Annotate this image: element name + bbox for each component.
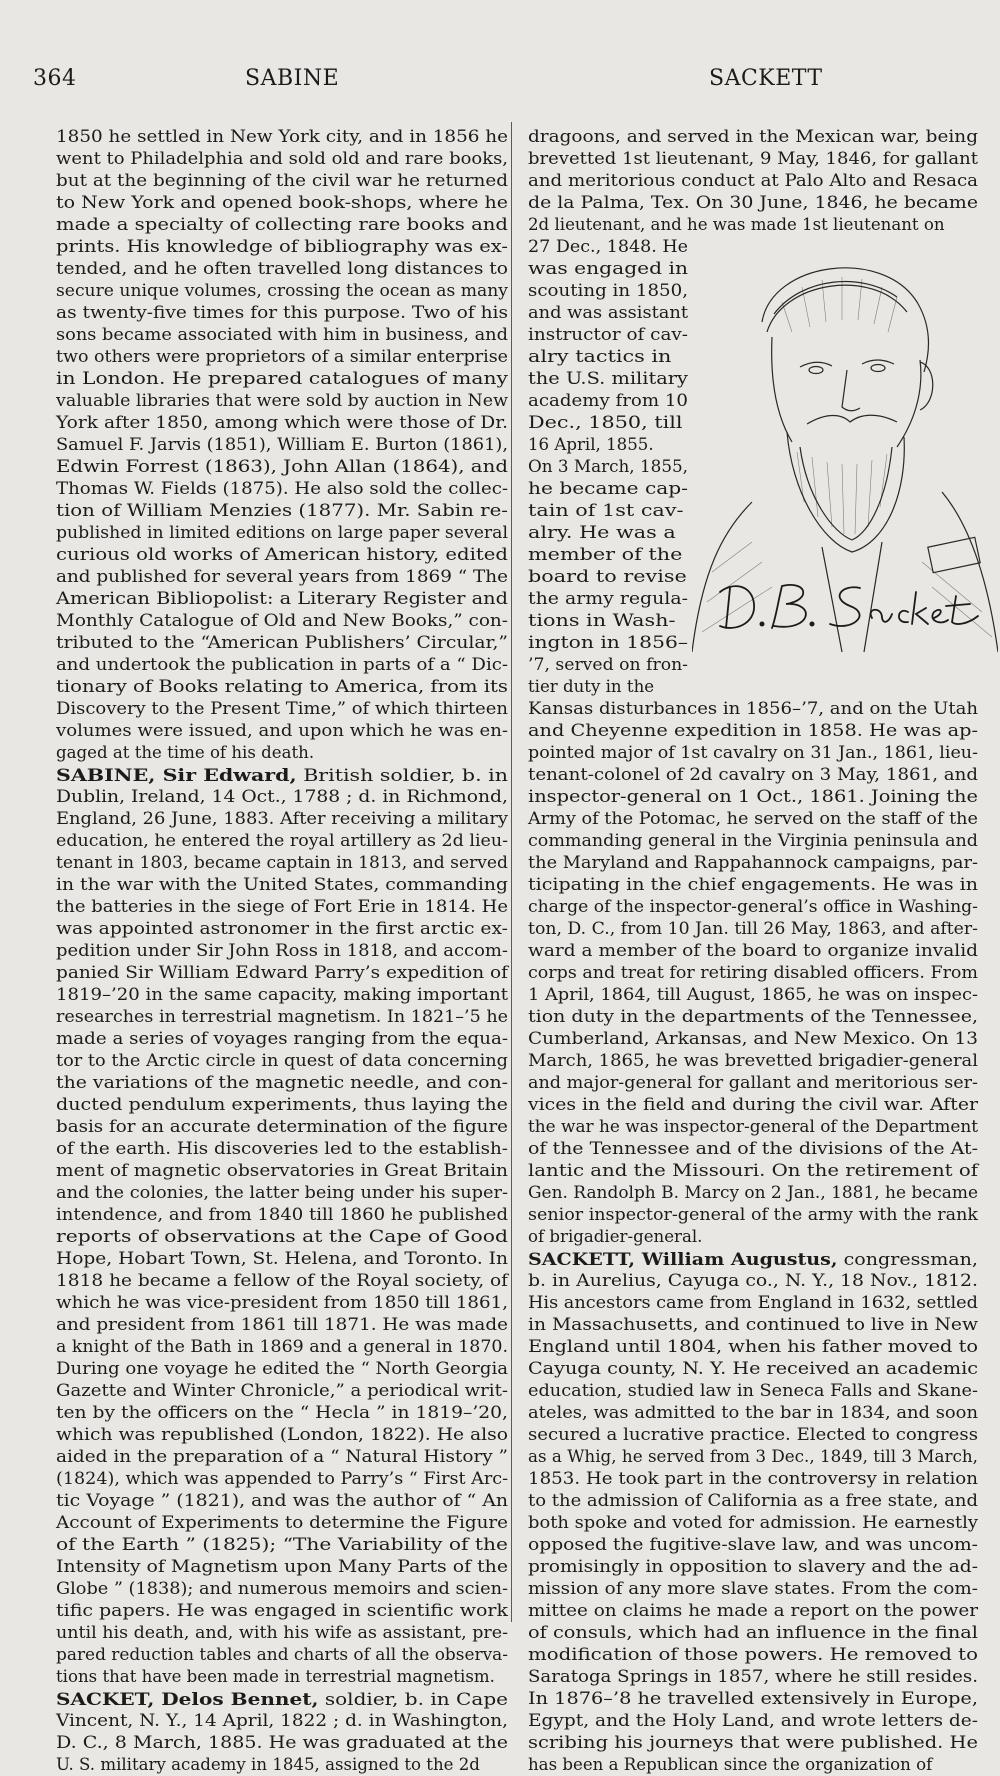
text-line: SABINE, Sir Edward, British soldier, b. in <box>56 765 508 785</box>
text-line: senior inspector-general of the army with the rank <box>528 1205 978 1224</box>
text-line: curious old works of American history, edited <box>56 545 509 564</box>
text-line: to New York and opened book-shops, where he <box>56 193 508 212</box>
text-line: tributed to the “American Publishers’ Circular,” <box>56 633 508 652</box>
text-line: England, 26 June, 1883. After receiving a military <box>56 809 508 828</box>
text-line: and Cheyenne expedition in 1858. He was ap- <box>528 721 978 740</box>
page-number: 364 <box>33 66 77 91</box>
text-line: instructor of cav- <box>528 325 688 344</box>
right-running-head: SACKETT <box>709 66 823 91</box>
text-line: scribing his journeys that were published. He <box>528 1733 978 1752</box>
text-line: Monthly Catalogue of Old and New Books,” con- <box>56 611 508 630</box>
text-line: the Maryland and Rappahannock campaigns, par- <box>528 853 978 872</box>
text-line: modification of those powers. He removed to <box>528 1645 978 1664</box>
text-line: Account of Experiments to determine the Figure <box>56 1513 508 1532</box>
text-line: Egypt, and the Holy Land, and wrote letters de- <box>528 1711 978 1730</box>
text-line: Thomas W. Fields (1875). He also sold the collec- <box>56 479 508 498</box>
text-line: and meritorious conduct at Palo Alto and Resaca <box>528 171 978 190</box>
text-line: brevetted 1st lieutenant, 9 May, 1846, for gallant <box>528 149 978 168</box>
text-line: tions that have been made in terrestrial magnetism. <box>56 1667 495 1686</box>
text-line: of consuls, which had an influence in the final <box>528 1623 978 1642</box>
text-line: Dublin, Ireland, 14 Oct., 1788 ; d. in Richmond, <box>56 787 509 806</box>
text-line: inspector-general on 1 Oct., 1861. Joining the <box>528 787 978 806</box>
text-line: which he was vice-president from 1850 till 1861, <box>56 1293 508 1312</box>
text-line: 27 Dec., 1848. He <box>528 237 688 256</box>
text-line: corps and treat for retiring disabled officers. From <box>528 963 978 982</box>
text-line: pointed major of 1st cavalry on 31 Jan., 1861, lieu- <box>528 743 978 762</box>
text-line: of brigadier-general. <box>528 1227 703 1246</box>
text-line: 1818 he became a fellow of the Royal society, of <box>56 1271 508 1290</box>
text-line: tionary of Books relating to America, from its <box>56 677 508 696</box>
text-line: Vincent, N. Y., 14 April, 1822 ; d. in Washington, <box>56 1711 508 1730</box>
text-line: Dec., 1850, till <box>528 413 683 432</box>
text-line: as a Whig, he served from 3 Dec., 1849, till 3 March, <box>528 1447 978 1466</box>
text-line: made a series of voyages ranging from the equa- <box>56 1029 508 1048</box>
text-line: the army regula- <box>528 589 688 608</box>
text-line: tor to the Arctic circle in quest of data concerning <box>56 1051 508 1070</box>
text-line: 1819–’20 in the same capacity, making important <box>56 985 508 1004</box>
text-line: went to Philadelphia and sold old and rare books, <box>56 149 508 168</box>
text-line: prints. His knowledge of bibliography was ex- <box>56 237 508 256</box>
text-line: the variations of the magnetic needle, and con- <box>56 1073 508 1092</box>
text-line: ’7, served on fron- <box>528 655 688 674</box>
text-line: Edwin Forrest (1863), John Allan (1864), and <box>56 457 508 476</box>
text-line: sons became associated with him in business, and <box>56 325 508 344</box>
text-line: Kansas disturbances in 1856–’7, and on the Utah <box>528 699 978 718</box>
text-line: pared reduction tables and charts of all the observa- <box>56 1645 508 1664</box>
text-line: tenant-colonel of 2d cavalry on 3 May, 1861, and <box>528 765 978 784</box>
text-line: made a specialty of collecting rare books and <box>56 215 508 234</box>
text-line: commanding general in the Virginia peninsula and <box>528 831 978 850</box>
text-line: researches in terrestrial magnetism. In 1821–’5 he <box>56 1007 508 1026</box>
text-line: secured a lucrative practice. Elected to congress <box>528 1425 978 1444</box>
text-line: promisingly in opposition to slavery and the ad- <box>528 1557 978 1576</box>
text-line: of the earth. His discoveries led to the establish- <box>56 1139 508 1158</box>
text-line: and undertook the publication in parts of a “ Dic- <box>56 655 509 674</box>
text-line: pedition under Sir John Ross in 1818, and accom- <box>56 941 508 960</box>
text-line: alry tactics in <box>528 347 672 366</box>
text-line: opposed the fugitive-slave law, and was uncom- <box>528 1535 978 1554</box>
text-line: and published for several years from 1869 “ The <box>56 567 509 586</box>
text-line: volumes were issued, and upon which he was en- <box>56 721 508 740</box>
text-line: ton, D. C., from 10 Jan. till 26 May, 1863, and after- <box>528 919 978 938</box>
left-running-head: SABINE <box>245 66 340 91</box>
text-line: reports of observations at the Cape of Good <box>56 1227 509 1246</box>
text-line: academy from 10 <box>528 391 688 410</box>
text-line: lantic and the Missouri. On the retirement of <box>528 1161 978 1180</box>
text-line: ducted pendulum experiments, thus laying the <box>56 1095 508 1114</box>
text-line: Hope, Hobart Town, St. Helena, and Toronto. In <box>56 1249 508 1268</box>
text-line: 1850 he settled in New York city, and in 1856 he <box>56 127 508 146</box>
text-line: member of the <box>528 545 683 564</box>
text-line: was appointed astronomer in the first arctic ex- <box>56 919 508 938</box>
text-line: in the war with the United States, commanding <box>56 875 508 894</box>
text-line: alry. He was a <box>528 523 676 542</box>
text-line: which was republished (London, 1822). He also <box>56 1425 508 1444</box>
text-line: a knight of the Bath in 1869 and a general in 1870. <box>56 1337 508 1356</box>
text-line: Cayuga county, N. Y. He received an academic <box>528 1359 978 1378</box>
text-line: education, he entered the royal artillery as 2d lieu- <box>56 831 508 850</box>
text-line: Gazette and Winter Chronicle,” a periodical writ- <box>56 1381 508 1400</box>
text-line: both spoke and voted for admission. He earnestly <box>528 1513 978 1532</box>
text-line: Cumberland, Arkansas, and New Mexico. On 13 <box>528 1029 978 1048</box>
text-line: in Massachusetts, and continued to live in New <box>528 1315 978 1334</box>
text-line: and president from 1861 till 1871. He was made <box>56 1315 508 1334</box>
text-line: to the admission of California as a free state, and <box>528 1491 978 1510</box>
text-line: ateles, was admitted to the bar in 1834, and soon <box>528 1403 978 1422</box>
text-line: tion duty in the departments of the Tennessee, <box>528 1007 978 1026</box>
text-line: Discovery to the Present Time,” of which thirteen <box>56 699 508 718</box>
text-line: 1853. He took part in the controversy in relation <box>528 1469 978 1488</box>
text-line: D. C., 8 March, 1885. He was graduated at the <box>56 1733 508 1752</box>
text-line: but at the beginning of the civil war he returned <box>56 171 508 190</box>
text-line: in London. He prepared catalogues of many <box>56 369 508 388</box>
text-line: tenant in 1803, became captain in 1813, and served <box>56 853 508 872</box>
text-line: dragoons, and served in the Mexican war, being <box>528 127 978 146</box>
text-line: ticipating in the chief engagements. He was in <box>528 875 978 894</box>
text-line: York after 1850, among which were those of Dr. <box>56 413 508 432</box>
text-line: tific papers. He was engaged in scientific work <box>56 1601 508 1620</box>
text-line: SACKET, Delos Bennet, soldier, b. in Cape <box>56 1689 508 1709</box>
text-line: valuable libraries that were sold by auction in New <box>56 391 509 410</box>
text-line: de la Palma, Tex. On 30 June, 1846, he became <box>528 193 978 212</box>
text-line: England until 1804, when his father moved to <box>528 1337 978 1356</box>
text-line: the batteries in the siege of Fort Erie in 1814. He <box>56 897 509 916</box>
text-line: In 1876–’8 he travelled extensively in Europe, <box>528 1689 978 1708</box>
text-line: he became cap- <box>528 479 688 498</box>
text-line: published in limited editions on large paper several <box>56 523 508 542</box>
column-rule <box>511 122 512 1622</box>
text-line: of the Earth ” (1825); “The Variability of the <box>56 1535 508 1554</box>
text-line: (1824), which was appended to Parry’s “ First Arc- <box>56 1469 508 1488</box>
text-line: mittee on claims he made a report on the power <box>528 1601 978 1620</box>
text-line: secure unique volumes, crossing the ocean as many <box>56 281 509 300</box>
text-line: 2d lieutenant, and he was made 1st lieutenant on <box>528 215 945 234</box>
text-line: Samuel F. Jarvis (1851), William E. Burton (1861), <box>56 435 508 454</box>
text-line: Intensity of Magnetism upon Many Parts of the <box>56 1557 508 1576</box>
text-line: 16 April, 1855. <box>528 435 654 454</box>
text-line: 1 April, 1864, till August, 1865, he was on inspec- <box>528 985 978 1004</box>
text-line: tic Voyage ” (1821), and was the author of “ An <box>56 1491 508 1510</box>
text-line: tain of 1st cav- <box>528 501 684 520</box>
text-line: Saratoga Springs in 1857, where he still resides. <box>528 1667 978 1686</box>
text-line: education, studied law in Seneca Falls and Skane- <box>528 1381 978 1400</box>
text-line: charge of the inspector-general’s office in Washing- <box>528 897 978 916</box>
text-line: ward a member of the board to organize invalid <box>528 941 978 960</box>
text-line: gaged at the time of his death. <box>56 743 315 762</box>
text-line: scouting in 1850, <box>528 281 688 300</box>
text-line: His ancestors came from England in 1632, settled <box>528 1293 978 1312</box>
text-line: as twenty-five times for this purpose. Two of his <box>56 303 508 322</box>
text-line: tion of William Menzies (1877). Mr. Sabin re- <box>56 501 508 520</box>
text-line: intendence, and from 1840 till 1860 he published <box>56 1205 508 1224</box>
text-line: tions in Wash- <box>528 611 676 630</box>
text-line: and major-general for gallant and meritorious ser- <box>528 1073 978 1092</box>
text-line: and the colonies, the latter being under his super- <box>56 1183 508 1202</box>
text-line: of the Tennessee and of the divisions of the At- <box>528 1139 978 1158</box>
text-line: mission of any more slave states. From the com- <box>528 1579 978 1598</box>
text-line: the U.S. military <box>528 369 688 388</box>
text-line: During one voyage he edited the “ North Georgia <box>56 1359 508 1378</box>
text-line: ington in 1856– <box>528 633 688 652</box>
text-line: the war he was inspector-general of the Department <box>528 1117 978 1136</box>
text-line: vices in the field and during the civil war. After <box>528 1095 978 1114</box>
text-line: and was assistant <box>528 303 688 322</box>
text-line: board to revise <box>528 567 687 586</box>
text-line: panied Sir William Edward Parry’s expedition of <box>56 963 508 982</box>
text-line: Globe ” (1838); and numerous memoirs and scien- <box>56 1579 508 1598</box>
text-line: U. S. military academy in 1845, assigned to the 2d <box>56 1755 480 1774</box>
text-line: was engaged in <box>528 259 688 278</box>
text-line: two others were proprietors of a similar enterprise <box>56 347 508 366</box>
text-line: tier duty in the <box>528 677 655 696</box>
text-line: basis for an accurate determination of the figure <box>56 1117 508 1136</box>
text-line: tended, and he often travelled long distances to <box>56 259 508 278</box>
text-line: On 3 March, 1855, <box>528 457 688 476</box>
text-line: aided in the preparation of a “ Natural History ” <box>56 1447 509 1466</box>
text-line: has been a Republican since the organization of <box>528 1755 933 1774</box>
text-line: ment of magnetic observatories in Great Britain <box>56 1161 508 1180</box>
text-line: Army of the Potomac, he served on the staff of the <box>528 809 978 828</box>
text-line: March, 1865, he was brevetted brigadier-general <box>528 1051 978 1070</box>
text-line: until his death, and, with his wife as assistant, pre- <box>56 1623 508 1642</box>
text-line: ten by the officers on the “ Hecla ” in 1819–’20, <box>56 1403 508 1422</box>
text-line: b. in Aurelius, Cayuga co., N. Y., 18 Nov., 1812. <box>528 1271 978 1290</box>
text-line: SACKETT, William Augustus, congressman, <box>528 1249 978 1269</box>
text-line: American Bibliopolist: a Literary Register and <box>56 589 508 608</box>
text-line: Gen. Randolph B. Marcy on 2 Jan., 1881, he became <box>528 1183 978 1202</box>
